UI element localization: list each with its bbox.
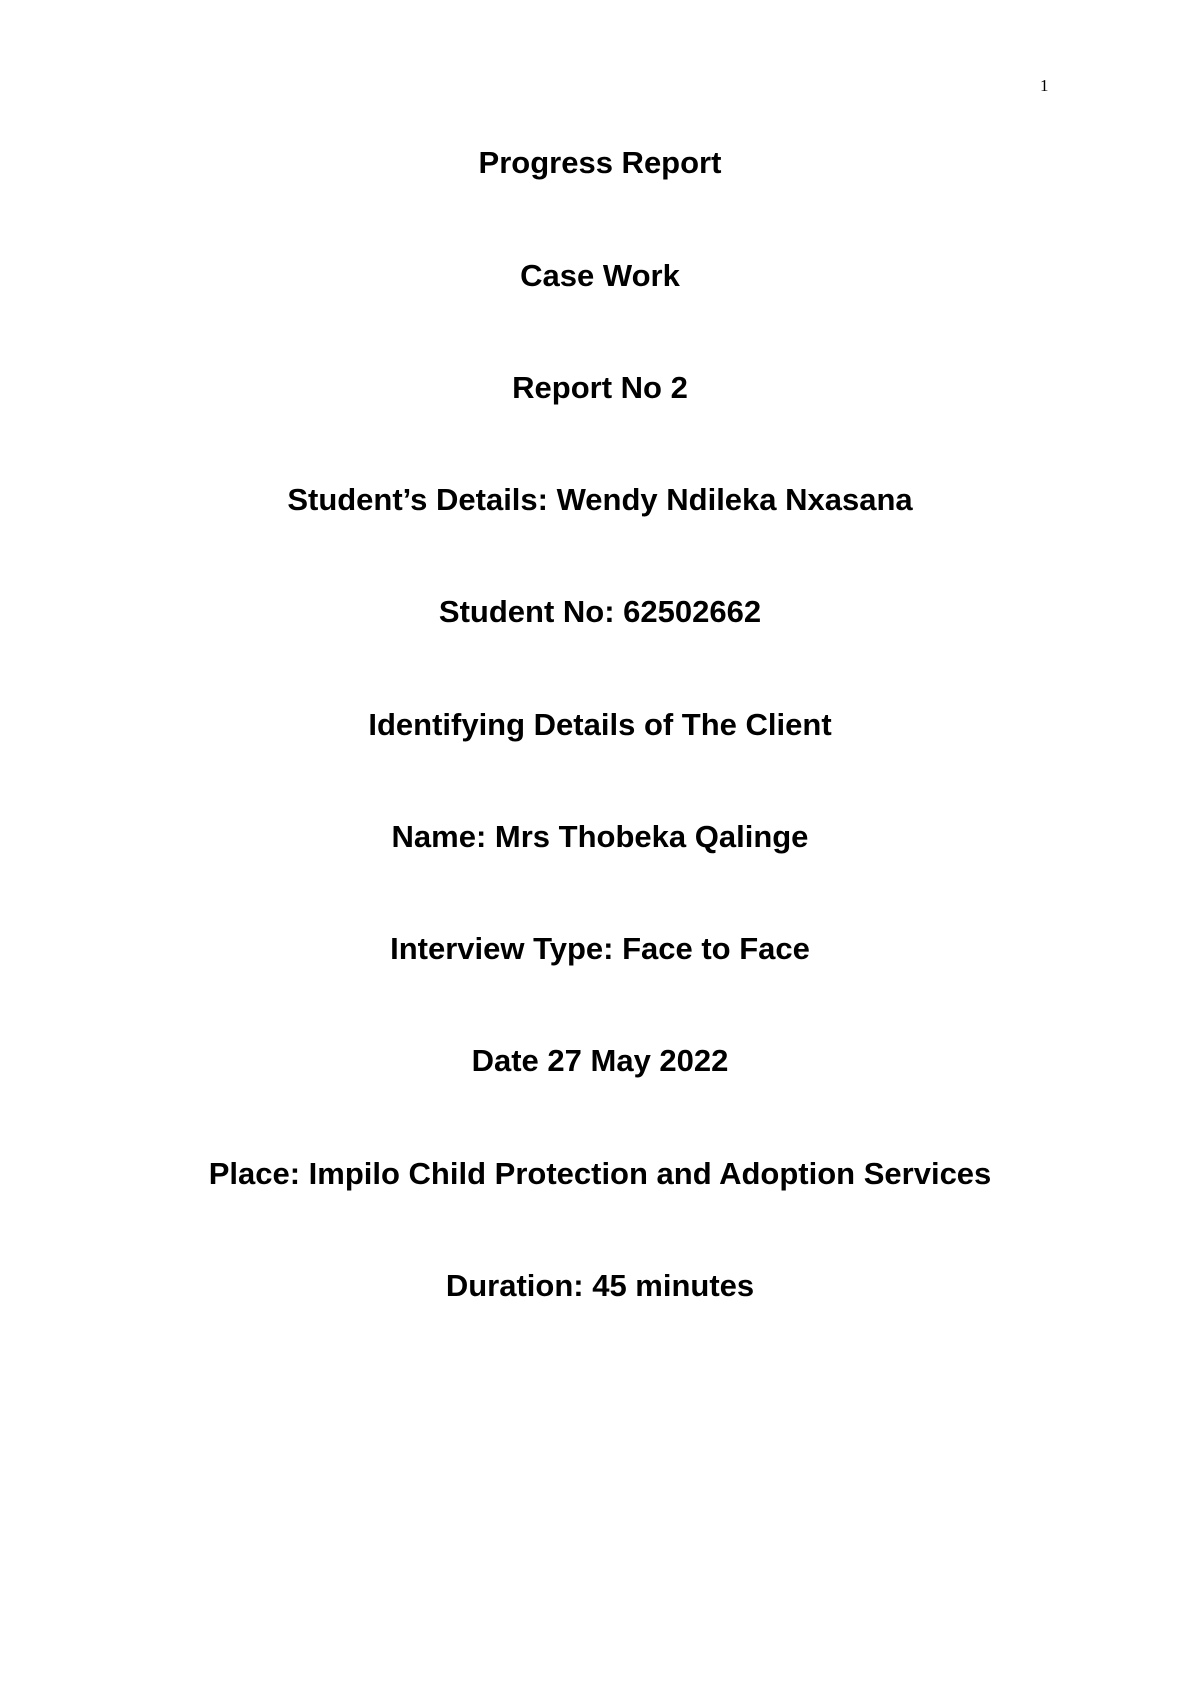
- document-title: Progress Report: [478, 145, 722, 180]
- page-number: 1: [1040, 76, 1049, 95]
- client-details-heading: Identifying Details of The Client: [368, 707, 832, 742]
- client-name: Name: Mrs Thobeka Qalinge: [391, 819, 809, 854]
- interview-place: Place: Impilo Child Protection and Adoption Services: [208, 1156, 992, 1191]
- document-subtitle: Case Work: [520, 258, 680, 293]
- interview-type: Interview Type: Face to Face: [390, 931, 810, 966]
- report-number: Report No 2: [512, 370, 688, 405]
- student-details: Student’s Details: Wendy Ndileka Nxasana: [287, 482, 913, 517]
- student-number: Student No: 62502662: [438, 594, 762, 629]
- interview-date: Date 27 May 2022: [471, 1043, 729, 1078]
- interview-duration: Duration: 45 minutes: [445, 1268, 755, 1303]
